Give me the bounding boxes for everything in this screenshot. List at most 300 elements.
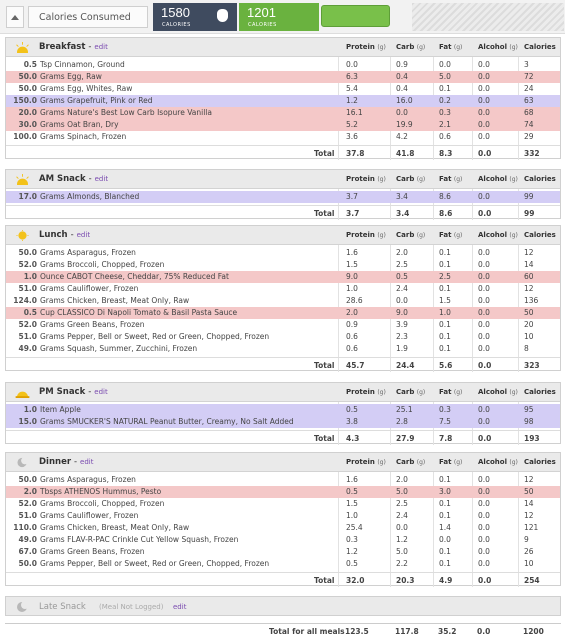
food-calories: 26 [524, 547, 534, 556]
column-header-carb: Carb (g) [396, 458, 426, 466]
food-calories: 3 [524, 60, 529, 69]
grand-total-calories: 1200 [523, 627, 544, 636]
food-carb: 0.4 [396, 72, 408, 81]
meal-section-am-snack [5, 169, 561, 219]
meal-header [6, 453, 560, 472]
food-name: Grams FLAV-R-PAC Crinkle Cut Yellow Squash, Frozen [40, 535, 239, 544]
food-row[interactable] [6, 546, 560, 558]
food-carb: 3.9 [396, 320, 408, 329]
food-name: Grams Spinach, Frozen [40, 132, 127, 141]
meal-header [6, 226, 560, 245]
meal-total-protein: 45.7 [346, 361, 365, 370]
food-protein: 0.5 [346, 559, 358, 568]
food-calories: 8 [524, 344, 529, 353]
food-fat: 0.0 [439, 535, 451, 544]
calorie-goal-unit: CALORIES [162, 22, 191, 28]
meal-section-breakfast [5, 37, 561, 159]
sunrise-icon [15, 42, 30, 53]
food-row[interactable] [6, 283, 560, 295]
food-quantity: 50.0 [18, 72, 37, 81]
food-fat: 3.0 [439, 487, 451, 496]
food-fat: 0.6 [439, 132, 451, 141]
food-quantity: 67.0 [18, 547, 37, 556]
food-alcohol: 0.0 [478, 296, 490, 305]
food-carb: 4.2 [396, 132, 408, 141]
food-carb: 16.0 [396, 96, 413, 105]
sunset-icon [15, 387, 30, 398]
calorie-progress-bar [321, 5, 390, 27]
food-carb: 5.0 [396, 487, 408, 496]
food-fat: 2.1 [439, 120, 451, 129]
meal-total-alcohol: 0.0 [478, 149, 492, 158]
food-fat: 0.1 [439, 511, 451, 520]
grand-total-alcohol: 0.0 [477, 627, 491, 636]
meal-section-dinner [5, 452, 561, 586]
food-calories: 136 [524, 296, 539, 305]
meal-total-carb: 24.4 [396, 361, 415, 370]
food-protein: 1.2 [346, 547, 358, 556]
food-quantity: 52.0 [18, 499, 37, 508]
column-header-fat: Fat (g) [439, 175, 463, 183]
food-fat: 7.5 [439, 417, 451, 426]
food-carb: 19.9 [396, 120, 413, 129]
food-fat: 2.5 [439, 272, 451, 281]
meal-total-alcohol: 0.0 [478, 209, 492, 218]
food-carb: 3.4 [396, 192, 408, 201]
food-row[interactable] [6, 498, 560, 510]
food-quantity: 0.5 [23, 60, 37, 69]
column-header-fat: Fat (g) [439, 388, 463, 396]
column-header-calories: Calories [524, 43, 556, 51]
food-alcohol: 0.0 [478, 120, 490, 129]
column-header-alcohol: Alcohol (g) [478, 43, 518, 51]
food-row[interactable] [6, 510, 560, 522]
calories-consumed-box [239, 3, 319, 31]
food-protein: 0.3 [346, 535, 358, 544]
food-name: Grams Pepper, Bell or Sweet, Red or Green, Chopped, Frozen [40, 332, 270, 341]
food-alcohol: 0.0 [478, 332, 490, 341]
column-header-calories: Calories [524, 458, 556, 466]
food-carb: 2.4 [396, 511, 408, 520]
food-protein: 0.0 [346, 60, 358, 69]
food-fat: 0.3 [439, 405, 451, 414]
calorie-goal-value: 1580 [161, 5, 190, 20]
meal-total-fat: 5.6 [439, 361, 453, 370]
food-calories: 14 [524, 260, 534, 269]
meal-total-label: Total [314, 361, 335, 370]
food-fat: 8.6 [439, 192, 451, 201]
food-protein: 0.6 [346, 344, 358, 353]
food-protein: 0.6 [346, 332, 358, 341]
food-protein: 5.4 [346, 84, 358, 93]
collapse-arrow-icon[interactable] [6, 6, 24, 28]
meal-edit-link[interactable]: edit [94, 43, 108, 51]
food-row[interactable] [6, 247, 560, 259]
calories-consumed-value: 1201 [247, 5, 276, 20]
food-name: Grams Green Beans, Frozen [40, 320, 145, 329]
food-protein: 5.2 [346, 120, 358, 129]
late-snack-edit-link[interactable]: edit [173, 603, 187, 611]
meal-total-row [6, 430, 560, 443]
meal-total-calories: 99 [524, 209, 535, 218]
food-fat: 0.1 [439, 547, 451, 556]
food-quantity: 52.0 [18, 320, 37, 329]
column-header-calories: Calories [524, 175, 556, 183]
food-protein: 3.6 [346, 132, 358, 141]
food-row[interactable] [6, 95, 560, 107]
food-alcohol: 0.0 [478, 108, 490, 117]
food-row[interactable] [6, 343, 560, 355]
food-name: Grams Oat Bran, Dry [40, 120, 119, 129]
food-quantity: 15.0 [18, 417, 37, 426]
food-carb: 0.0 [396, 108, 408, 117]
food-calories: 95 [524, 405, 534, 414]
food-carb: 2.5 [396, 499, 408, 508]
meal-edit-link[interactable]: edit [76, 231, 91, 239]
food-protein: 1.6 [346, 248, 358, 257]
calories-consumed-title: Calories Consumed [28, 6, 148, 28]
food-calories: 60 [524, 272, 534, 281]
food-protein: 1.5 [346, 499, 358, 508]
food-carb: 2.0 [396, 475, 408, 484]
column-header-calories: Calories [524, 231, 556, 239]
food-fat: 1.4 [439, 523, 451, 532]
food-calories: 29 [524, 132, 534, 141]
food-carb: 2.2 [396, 559, 408, 568]
calories-consumed-unit: CALORIES [248, 22, 277, 28]
food-fat: 1.5 [439, 296, 451, 305]
food-name: Grams Broccoli, Chopped, Frozen [40, 260, 165, 269]
food-fat: 0.3 [439, 108, 451, 117]
meal-total-protein: 32.0 [346, 576, 365, 585]
food-alcohol: 0.0 [478, 547, 490, 556]
meal-total-row [6, 357, 560, 370]
food-alcohol: 0.0 [478, 320, 490, 329]
food-row[interactable] [6, 404, 560, 416]
food-fat: 0.1 [439, 320, 451, 329]
food-name: Grams Egg, Whites, Raw [40, 84, 133, 93]
column-header-protein: Protein (g) [346, 175, 386, 183]
late-snack-note: (Meal Not Logged) [99, 603, 164, 611]
meal-total-alcohol: 0.0 [478, 434, 492, 443]
meal-title: AM Snack - edit [39, 174, 109, 184]
food-row[interactable] [6, 331, 560, 343]
food-calories: 24 [524, 84, 534, 93]
food-name: Grams Chicken, Breast, Meat Only, Raw [40, 523, 190, 532]
food-carb: 2.0 [396, 248, 408, 257]
food-alcohol: 0.0 [478, 284, 490, 293]
meal-total-protein: 3.7 [346, 209, 360, 218]
food-protein: 0.5 [346, 487, 358, 496]
meal-total-protein: 37.8 [346, 149, 365, 158]
food-carb: 0.0 [396, 296, 408, 305]
food-name: Grams Squash, Summer, Zucchini, Frozen [40, 344, 198, 353]
food-protein: 1.2 [346, 96, 358, 105]
meal-total-calories: 254 [524, 576, 540, 585]
food-alcohol: 0.0 [478, 260, 490, 269]
food-calories: 50 [524, 308, 534, 317]
calorie-goal-box [153, 3, 237, 31]
meal-total-label: Total [314, 149, 335, 158]
food-fat: 0.1 [439, 332, 451, 341]
food-row[interactable] [6, 474, 560, 486]
food-alcohol: 0.0 [478, 132, 490, 141]
food-name: Grams Egg, Raw [40, 72, 102, 81]
food-name: Grams Cauliflower, Frozen [40, 284, 139, 293]
meal-total-row [6, 145, 560, 158]
column-header-alcohol: Alcohol (g) [478, 175, 518, 183]
food-row[interactable] [6, 534, 560, 546]
food-quantity: 49.0 [18, 344, 37, 353]
food-fat: 0.1 [439, 248, 451, 257]
food-fat: 0.1 [439, 559, 451, 568]
food-protein: 3.7 [346, 192, 358, 201]
food-carb: 2.4 [396, 284, 408, 293]
food-protein: 25.4 [346, 523, 363, 532]
food-quantity: 1.0 [23, 272, 37, 281]
food-quantity: 20.0 [18, 108, 37, 117]
meal-header [6, 383, 560, 402]
column-header-calories: Calories [524, 388, 556, 396]
food-fat: 0.1 [439, 499, 451, 508]
food-name: Ounce CABOT Cheese, Cheddar, 75% Reduced Fat [40, 272, 229, 281]
food-calories: 20 [524, 320, 534, 329]
meal-total-label: Total [314, 209, 335, 218]
meal-total-fat: 8.3 [439, 149, 453, 158]
food-alcohol: 0.0 [478, 308, 490, 317]
sunrise-icon [15, 174, 30, 185]
food-carb: 2.5 [396, 260, 408, 269]
food-row[interactable] [6, 83, 560, 95]
food-alcohol: 0.0 [478, 487, 490, 496]
late-snack-title: Late Snack [39, 602, 86, 612]
food-name: Grams Chicken, Breast, Meat Only, Raw [40, 296, 190, 305]
food-fat: 0.0 [439, 60, 451, 69]
food-calories: 50 [524, 487, 534, 496]
meal-edit-link[interactable]: edit [94, 388, 108, 396]
food-fat: 0.2 [439, 96, 451, 105]
column-header-fat: Fat (g) [439, 231, 463, 239]
food-row[interactable] [6, 271, 560, 283]
food-name: Grams Green Beans, Frozen [40, 547, 145, 556]
food-calories: 12 [524, 511, 534, 520]
food-protein: 2.0 [346, 308, 358, 317]
food-quantity: 51.0 [18, 511, 37, 520]
food-calories: 63 [524, 96, 534, 105]
food-calories: 10 [524, 559, 534, 568]
food-quantity: 124.0 [13, 296, 37, 305]
food-alcohol: 0.0 [478, 248, 490, 257]
food-name: Grams Almonds, Blanched [40, 192, 140, 201]
food-fat: 5.0 [439, 72, 451, 81]
food-protein: 1.0 [346, 511, 358, 520]
food-carb: 2.8 [396, 417, 408, 426]
column-header-protein: Protein (g) [346, 43, 386, 51]
food-carb: 0.5 [396, 272, 408, 281]
food-protein: 1.6 [346, 475, 358, 484]
grand-total-row [5, 623, 561, 637]
food-name: Grams Broccoli, Chopped, Frozen [40, 499, 165, 508]
food-quantity: 110.0 [13, 523, 37, 532]
column-header-carb: Carb (g) [396, 388, 426, 396]
meal-total-fat: 8.6 [439, 209, 453, 218]
food-name: Tsp Cinnamon, Ground [40, 60, 125, 69]
food-row[interactable] [6, 307, 560, 319]
food-alcohol: 0.0 [478, 499, 490, 508]
food-alcohol: 0.0 [478, 535, 490, 544]
column-header-carb: Carb (g) [396, 231, 426, 239]
food-name: Grams SMUCKER'S NATURAL Peanut Butter, Creamy, No Salt Added [40, 417, 294, 426]
food-alcohol: 0.0 [478, 523, 490, 532]
food-row[interactable] [6, 558, 560, 570]
food-calories: 98 [524, 417, 534, 426]
food-protein: 1.5 [346, 260, 358, 269]
grand-total-fat: 35.2 [438, 627, 457, 636]
meal-title: Breakfast - edit [39, 42, 108, 52]
column-header-alcohol: Alcohol (g) [478, 231, 518, 239]
food-alcohol: 0.0 [478, 559, 490, 568]
food-carb: 25.1 [396, 405, 413, 414]
food-row[interactable] [6, 191, 560, 203]
meal-total-alcohol: 0.0 [478, 576, 492, 585]
meal-edit-link[interactable]: edit [80, 458, 94, 466]
food-fat: 1.0 [439, 308, 451, 317]
meal-total-calories: 323 [524, 361, 540, 370]
meal-section-late-snack [5, 596, 561, 616]
food-quantity: 50.0 [18, 559, 37, 568]
food-name: Tbsps ATHENOS Hummus, Pesto [40, 487, 162, 496]
grand-total-label: Total for all meals [269, 627, 345, 636]
food-name: Grams Asparagus, Frozen [40, 475, 136, 484]
food-fat: 0.1 [439, 84, 451, 93]
food-row[interactable] [6, 522, 560, 534]
moon-icon [15, 601, 30, 612]
food-quantity: 2.0 [23, 487, 37, 496]
meal-total-alcohol: 0.0 [478, 361, 492, 370]
food-row[interactable] [6, 71, 560, 83]
food-calories: 12 [524, 475, 534, 484]
meal-total-carb: 27.9 [396, 434, 415, 443]
food-alcohol: 0.0 [478, 475, 490, 484]
food-alcohol: 0.0 [478, 417, 490, 426]
meal-total-calories: 193 [524, 434, 540, 443]
food-calories: 12 [524, 248, 534, 257]
food-quantity: 49.0 [18, 535, 37, 544]
meal-total-carb: 20.3 [396, 576, 415, 585]
food-quantity: 17.0 [18, 192, 37, 201]
meal-header [6, 170, 560, 189]
food-row[interactable] [6, 131, 560, 143]
food-name: Grams Nature's Best Low Carb Isopure Vanilla [40, 108, 212, 117]
food-carb: 9.0 [396, 308, 408, 317]
food-row[interactable] [6, 259, 560, 271]
meal-edit-link[interactable]: edit [94, 175, 109, 183]
food-quantity: 51.0 [18, 284, 37, 293]
food-alcohol: 0.0 [478, 84, 490, 93]
moon-icon [15, 457, 30, 468]
food-quantity: 50.0 [18, 248, 37, 257]
food-quantity: 50.0 [18, 84, 37, 93]
food-quantity: 52.0 [18, 260, 37, 269]
food-name: Grams Pepper, Bell or Sweet, Red or Green, Chopped, Frozen [40, 559, 270, 568]
food-alcohol: 0.0 [478, 72, 490, 81]
food-row[interactable] [6, 416, 560, 428]
food-alcohol: 0.0 [478, 405, 490, 414]
sun-icon [15, 230, 30, 241]
column-header-protein: Protein (g) [346, 388, 386, 396]
meal-section-pm-snack [5, 382, 561, 444]
food-row[interactable] [6, 107, 560, 119]
food-row[interactable] [6, 319, 560, 331]
food-calories: 14 [524, 499, 534, 508]
meal-total-carb: 3.4 [396, 209, 410, 218]
meal-total-protein: 4.3 [346, 434, 360, 443]
meal-total-fat: 4.9 [439, 576, 453, 585]
food-carb: 0.0 [396, 523, 408, 532]
food-quantity: 30.0 [18, 120, 37, 129]
calorie-remaining-area [412, 3, 564, 31]
food-protein: 9.0 [346, 272, 358, 281]
food-carb: 5.0 [396, 547, 408, 556]
food-fat: 0.1 [439, 260, 451, 269]
food-row[interactable] [6, 295, 560, 307]
meal-title: Lunch - edit [39, 230, 91, 240]
meal-total-carb: 41.8 [396, 149, 415, 158]
food-calories: 74 [524, 120, 534, 129]
food-row[interactable] [6, 119, 560, 131]
column-header-carb: Carb (g) [396, 43, 426, 51]
column-header-alcohol: Alcohol (g) [478, 458, 518, 466]
food-carb: 0.4 [396, 84, 408, 93]
food-alcohol: 0.0 [478, 192, 490, 201]
food-quantity: 50.0 [18, 475, 37, 484]
food-alcohol: 0.0 [478, 96, 490, 105]
food-row[interactable] [6, 59, 560, 71]
food-calories: 72 [524, 72, 534, 81]
column-header-fat: Fat (g) [439, 458, 463, 466]
food-quantity: 100.0 [13, 132, 37, 141]
meal-title: Dinner - edit [39, 457, 94, 467]
meal-total-fat: 7.8 [439, 434, 453, 443]
food-quantity: 150.0 [13, 96, 37, 105]
food-quantity: 51.0 [18, 332, 37, 341]
column-header-fat: Fat (g) [439, 43, 463, 51]
meal-header [6, 38, 560, 57]
food-quantity: 0.5 [23, 308, 37, 317]
food-protein: 16.1 [346, 108, 363, 117]
meal-total-label: Total [314, 576, 335, 585]
food-carb: 0.9 [396, 60, 408, 69]
grand-total-protein: 123.5 [345, 627, 369, 636]
meal-total-calories: 332 [524, 149, 540, 158]
food-calories: 9 [524, 535, 529, 544]
food-name: Grams Cauliflower, Frozen [40, 511, 139, 520]
meal-section-lunch [5, 225, 561, 371]
food-calories: 68 [524, 108, 534, 117]
meal-total-label: Total [314, 434, 335, 443]
food-protein: 3.8 [346, 417, 358, 426]
food-name: Grams Grapefruit, Pink or Red [40, 96, 153, 105]
food-name: Item Apple [40, 405, 81, 414]
food-protein: 1.0 [346, 284, 358, 293]
food-fat: 0.1 [439, 344, 451, 353]
food-row[interactable] [6, 486, 560, 498]
grand-total-carb: 117.8 [395, 627, 419, 636]
food-carb: 1.9 [396, 344, 408, 353]
food-carb: 2.3 [396, 332, 408, 341]
food-fat: 0.1 [439, 284, 451, 293]
top-bar [0, 0, 565, 34]
